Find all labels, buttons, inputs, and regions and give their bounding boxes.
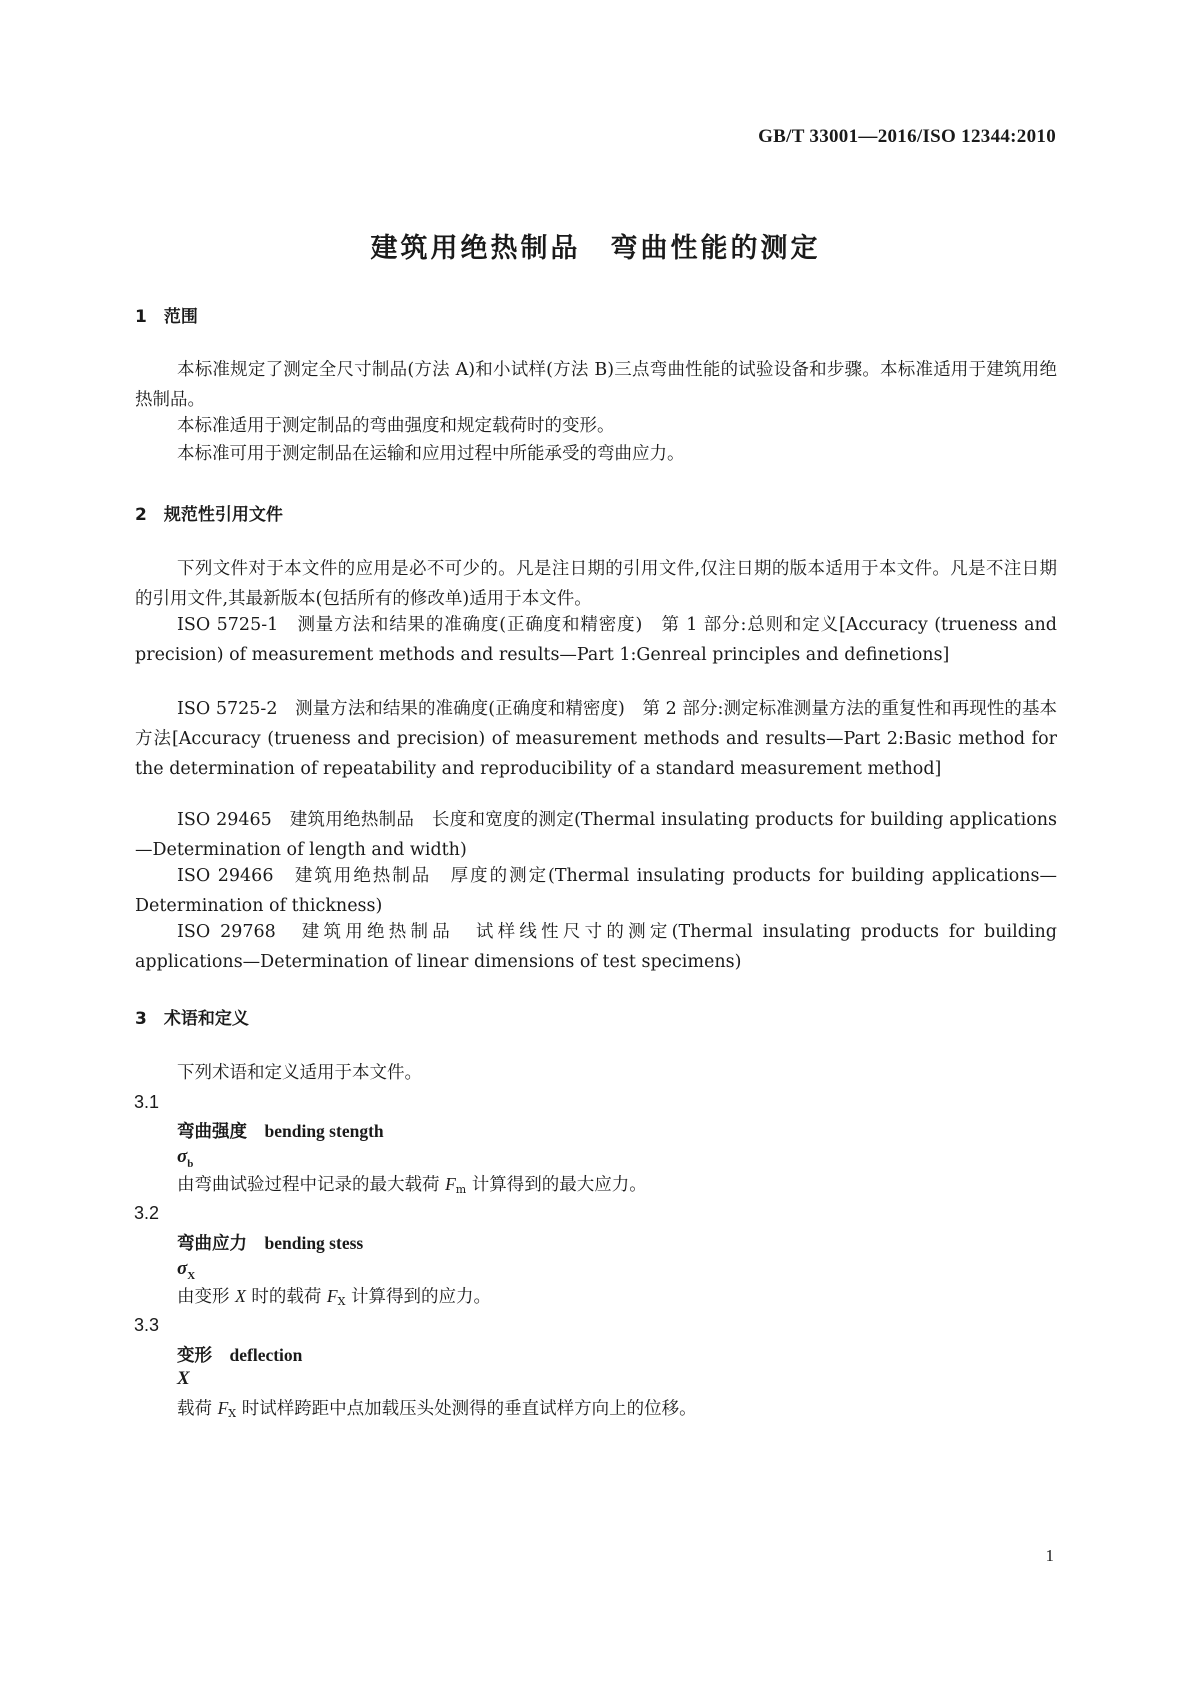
term-zh: 弯曲强度 <box>177 1122 247 1142</box>
section-2-heading: 2 规范性引用文件 <box>135 505 283 525</box>
definition-text: 计算得到的应力。 <box>345 1287 492 1307</box>
clause-number: 3.3 <box>134 1315 160 1335</box>
definition-text: 时的载荷 <box>245 1287 327 1307</box>
term-heading <box>177 1118 384 1143</box>
term-heading <box>177 1230 363 1255</box>
page-number: 1 <box>1045 1546 1054 1565</box>
section-3-heading: 3 术语和定义 <box>135 1009 249 1029</box>
definition-subscript: m <box>455 1183 467 1196</box>
document-title: 建筑用绝热制品 弯曲性能的测定 <box>370 233 821 264</box>
symbol-char: σ <box>177 1258 188 1279</box>
term-symbol <box>177 1146 193 1170</box>
section-1-paragraph-3: 本标准可用于测定制品在运输和应用过程中所能承受的弯曲应力。 <box>177 444 685 464</box>
term-en: bending stength <box>264 1121 384 1141</box>
definition-variable: F <box>217 1398 229 1418</box>
term-definition <box>177 1169 1057 1205</box>
reference-iso-29465: ISO 29465 建筑用绝热制品 长度和宽度的测定(Thermal insulating products for building applications—Determination of length and width) <box>135 810 1057 860</box>
definition-text: 时试样跨距中点加载压头处测得的垂直试样方向上的位移。 <box>236 1399 697 1419</box>
term-symbol <box>177 1258 195 1282</box>
section-1-paragraph-2: 本标准适用于测定制品的弯曲强度和规定载荷时的变形。 <box>177 416 615 436</box>
section-3-intro: 下列术语和定义适用于本文件。 <box>177 1063 422 1083</box>
definition-variable: F <box>326 1286 338 1306</box>
standard-code: GB/T 33001—2016/ISO 12344:2010 <box>758 126 1056 147</box>
term-definition <box>177 1281 1057 1317</box>
reference-iso-29768: ISO 29768 建筑用绝热制品 试样线性尺寸的测定(Thermal insulating products for building applications—Determination of linear dimensions of test specimens) <box>135 922 1057 972</box>
definition-text: 由弯曲试验过程中记录的最大载荷 <box>177 1175 446 1195</box>
term-definition <box>177 1393 1057 1429</box>
clause-number: 3.2 <box>134 1203 160 1223</box>
definition-text: 载荷 <box>177 1399 218 1419</box>
reference-iso-5725-2: ISO 5725-2 测量方法和结果的准确度(正确度和精密度) 第 2 部分:测定标准测量方法的重复性和再现性的基本方法[Accuracy (trueness and precision) of measurement methods and results—Part 2:Basic method for the determination of repeatability and reproducibility of a standard measurement method] <box>135 699 1057 779</box>
section-1-paragraph-1: 本标准规定了测定全尺寸制品(方法 A)和小试样(方法 B)三点弯曲性能的试验设备和步骤。本标准适用于建筑用绝热制品。 <box>135 360 1057 410</box>
definition-variable: X <box>235 1286 246 1306</box>
term-en: deflection <box>229 1345 303 1365</box>
term-heading <box>177 1342 302 1367</box>
definition-text: 由变形 <box>177 1287 236 1307</box>
term-en: bending stess <box>264 1233 364 1253</box>
definition-subscript: X <box>337 1295 346 1308</box>
symbol-char: X <box>177 1368 190 1389</box>
definition-variable: F <box>445 1174 456 1194</box>
term-zh: 变形 <box>177 1346 212 1366</box>
definition-subscript: X <box>228 1407 237 1420</box>
term-zh: 弯曲应力 <box>177 1234 247 1254</box>
symbol-subscript: b <box>187 1157 194 1170</box>
section-1-heading: 1 范围 <box>135 307 198 327</box>
reference-iso-29466: ISO 29466 建筑用绝热制品 厚度的测定(Thermal insulating products for building applications—Determination of thickness) <box>135 866 1057 916</box>
symbol-subscript: X <box>187 1269 196 1282</box>
symbol-char: σ <box>177 1146 188 1167</box>
reference-iso-5725-1: ISO 5725-1 测量方法和结果的准确度(正确度和精密度) 第 1 部分:总则和定义[Accuracy (trueness and precision) of measurement methods and results—Part 1:Genreal principles and definetions] <box>135 615 1057 665</box>
section-2-intro: 下列文件对于本文件的应用是必不可少的。凡是注日期的引用文件,仅注日期的版本适用于本文件。凡是不注日期的引用文件,其最新版本(包括所有的修改单)适用于本文件。 <box>135 559 1057 609</box>
clause-number: 3.1 <box>134 1092 160 1112</box>
term-symbol <box>177 1368 190 1390</box>
definition-text: 计算得到的最大应力。 <box>466 1175 647 1195</box>
